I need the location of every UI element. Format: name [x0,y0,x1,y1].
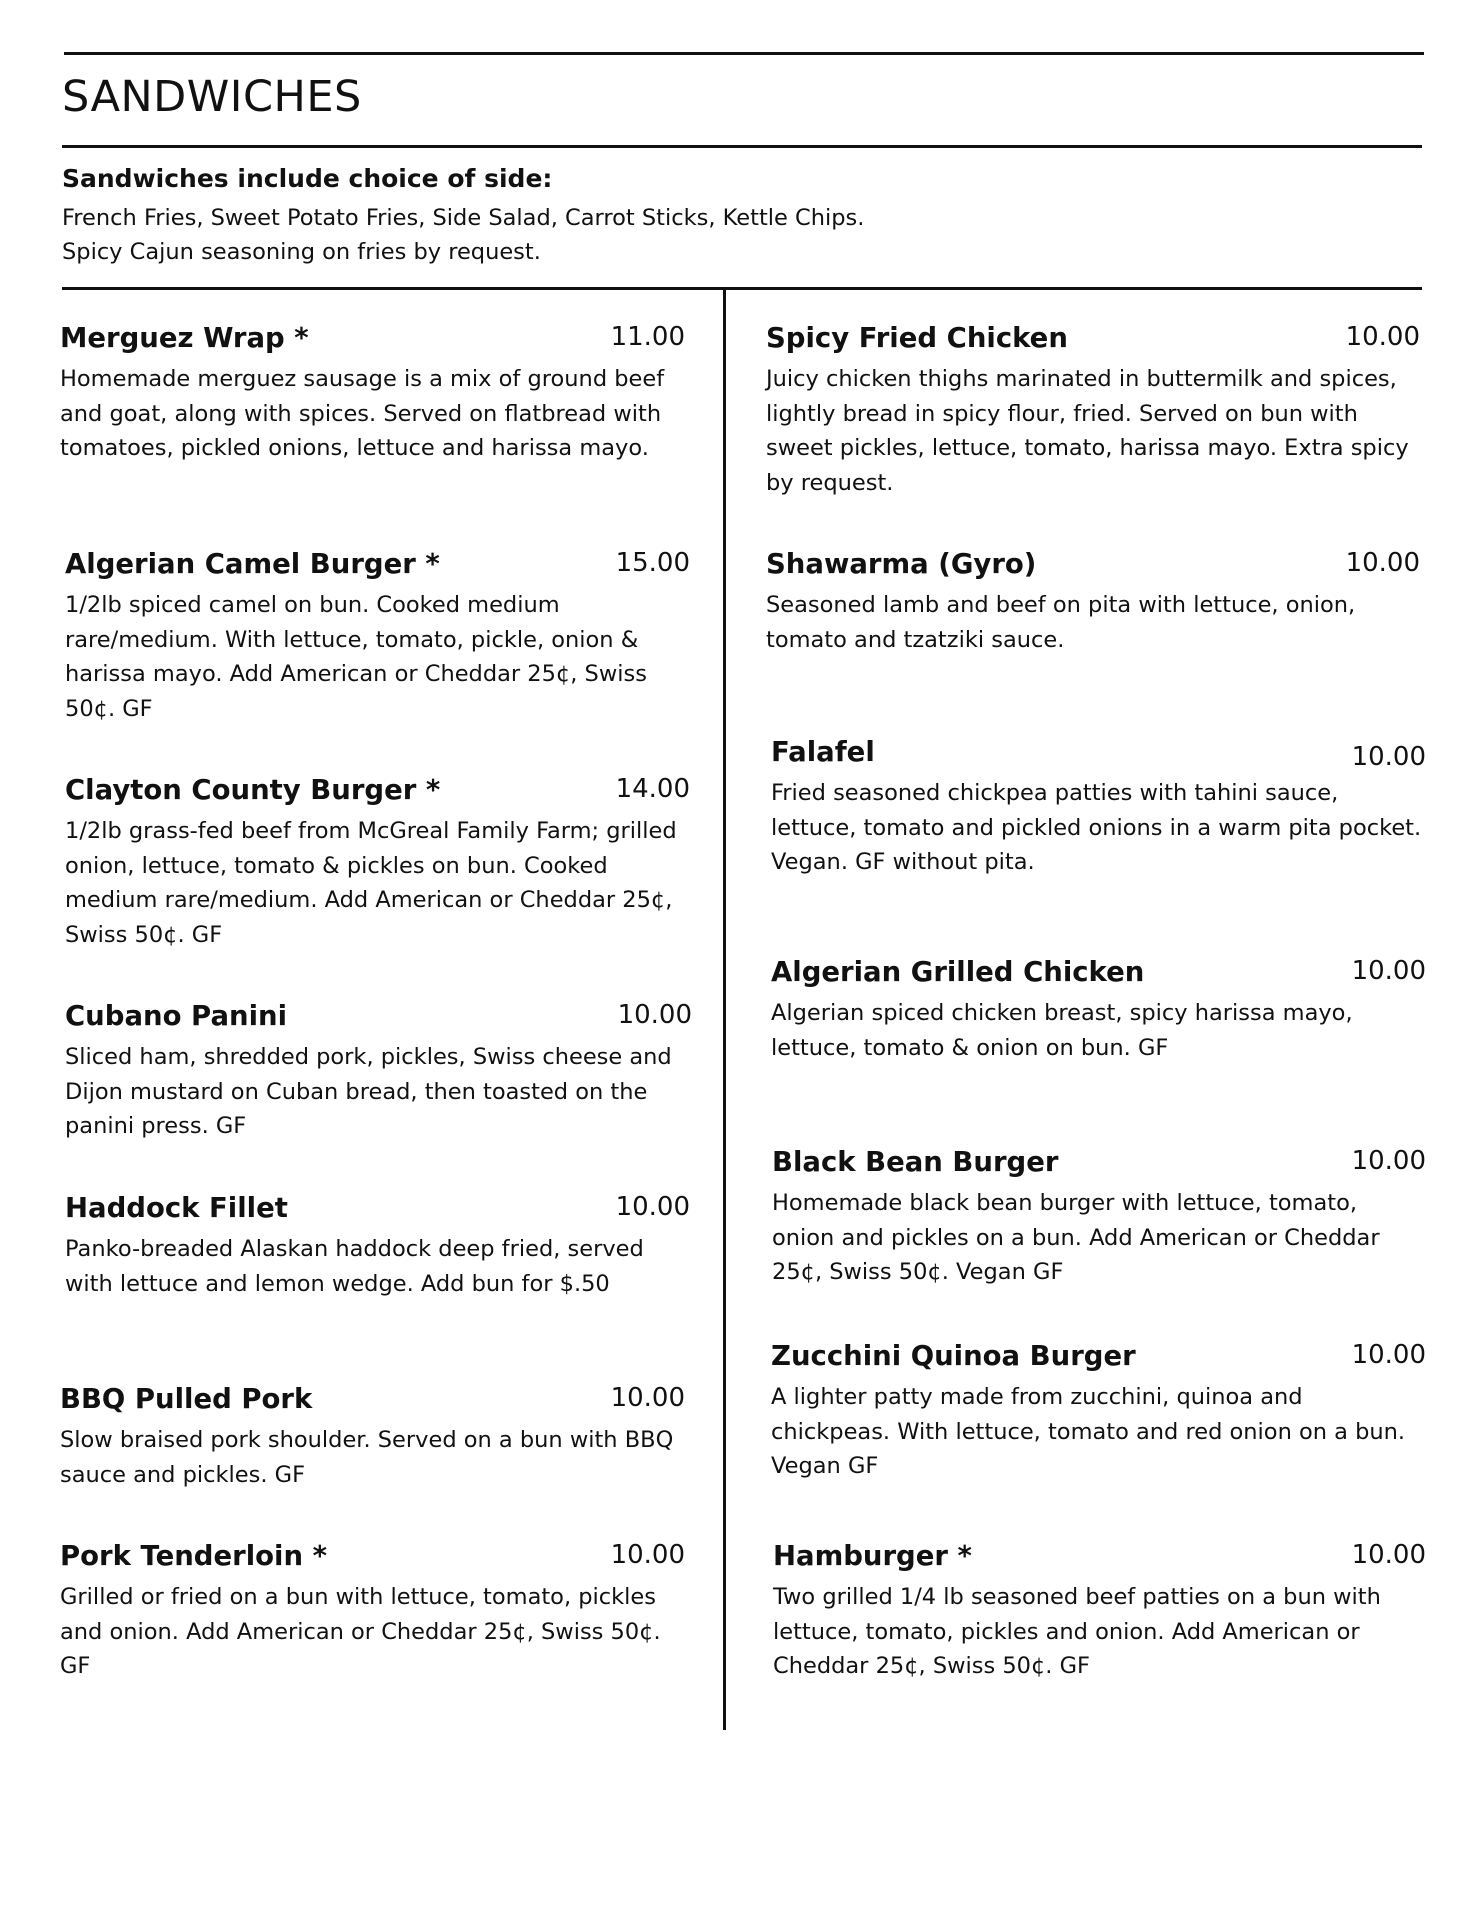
item-name: Hamburger * [773,1540,972,1572]
item-name: Haddock Fillet [65,1192,288,1224]
item-description: Panko-breaded Alaskan haddock deep fried, served with lettuce and lemon wedge. Add bun for $.50 [65,1236,644,1297]
item-price: 15.00 [615,548,690,578]
menu-item [60,322,685,466]
item-price: 10.00 [1351,1340,1426,1370]
item-name: Zucchini Quinoa Burger [771,1340,1136,1372]
item-price: 10.00 [1351,1146,1426,1176]
item-description: Homemade merguez sausage is a mix of ground beef and goat, along with spices. Served on flatbread with tomatoes, pickled onions, lettuce and harissa mayo. [60,366,665,461]
item-name: Falafel [771,736,875,768]
item-name: Merguez Wrap * [60,322,309,354]
item-description: Fried seasoned chickpea patties with tahini sauce, lettuce, tomato and pickled onions in a warm pita pocket. Vegan. GF without pita. [771,780,1422,875]
item-description: Slow braised pork shoulder. Served on a bun with BBQ sauce and pickles. GF [60,1427,674,1488]
item-description: 1/2lb grass-fed beef from McGreal Family Farm; grilled onion, lettuce, tomato & pickles on bun. Cooked medium rare/medium. Add American or Cheddar 25¢, Swiss 50¢. GF [65,818,677,948]
item-description: Algerian spiced chicken breast, spicy harissa mayo, lettuce, tomato & onion on bun. GF [771,1000,1353,1061]
item-description: Seasoned lamb and beef on pita with lettuce, onion, tomato and tzatziki sauce. [766,592,1356,653]
item-description: Juicy chicken thighs marinated in buttermilk and spices, lightly bread in spicy flour, fried. Served on bun with sweet pickles, lettuce, tomato, harissa mayo. Extra spicy by request. [766,366,1409,496]
intro-line: French Fries, Sweet Potato Fries, Side Salad, Carrot Sticks, Kettle Chips. [62,205,865,231]
menu-item [771,956,1426,1065]
item-name: Shawarma (Gyro) [766,548,1037,580]
menu-item [771,736,1426,880]
item-price: 10.00 [610,1540,685,1570]
menu-item [766,548,1420,657]
item-description: Sliced ham, shredded pork, pickles, Swiss cheese and Dijon mustard on Cuban bread, then toasted on the panini press. GF [65,1044,672,1139]
intro-rule [62,287,1422,290]
item-name: Clayton County Burger * [65,774,441,806]
menu-item [65,1000,692,1144]
item-name: Cubano Panini [65,1000,288,1032]
menu-item [65,1192,690,1301]
item-name: Spicy Fried Chicken [766,322,1068,354]
item-price: 14.00 [615,774,690,804]
item-price: 10.00 [617,1000,692,1030]
item-name: Pork Tenderloin * [60,1540,327,1572]
item-price: 10.00 [1351,956,1426,986]
top-rule [64,52,1424,55]
column-divider [723,290,726,1730]
item-description: A lighter patty made from zucchini, quinoa and chickpeas. With lettuce, tomato and red onion on a bun. Vegan GF [771,1384,1406,1479]
menu-item [65,548,690,726]
item-price: 10.00 [1345,322,1420,352]
item-price: 10.00 [1351,742,1426,772]
intro-line: Spicy Cajun seasoning on fries by request. [62,239,541,265]
intro-block [62,164,1422,269]
title-rule [62,145,1422,148]
menu-item [772,1146,1426,1290]
item-name: Algerian Grilled Chicken [771,956,1145,988]
item-price: 10.00 [610,1383,685,1413]
section-title: SANDWICHES [62,72,362,122]
menu-item [766,322,1420,500]
menu-item [60,1540,685,1684]
item-name: BBQ Pulled Pork [60,1383,313,1415]
item-name: Black Bean Burger [772,1146,1059,1178]
item-description: Two grilled 1/4 lb seasoned beef patties on a bun with lettuce, tomato, pickles and onion. Add American or Cheddar 25¢, Swiss 50¢. GF [773,1584,1381,1679]
menu-item [771,1340,1426,1484]
item-price: 10.00 [1351,1540,1426,1570]
item-price: 10.00 [1345,548,1420,578]
intro-heading: Sandwiches include choice of side: [62,164,553,193]
menu-item [60,1383,685,1492]
menu-item [65,774,690,952]
item-price: 11.00 [610,322,685,352]
item-name: Algerian Camel Burger * [65,548,440,580]
item-price: 10.00 [615,1192,690,1222]
item-description: Homemade black bean burger with lettuce, tomato, onion and pickles on a bun. Add American or Cheddar 25¢, Swiss 50¢. Vegan GF [772,1190,1380,1285]
menu-item [773,1540,1426,1684]
item-description: 1/2lb spiced camel on bun. Cooked medium rare/medium. With lettuce, tomato, pickle, onion & harissa mayo. Add American or Cheddar 25¢, Swiss 50¢. GF [65,592,647,722]
item-description: Grilled or fried on a bun with lettuce, tomato, pickles and onion. Add American or Cheddar 25¢, Swiss 50¢. GF [60,1584,661,1679]
